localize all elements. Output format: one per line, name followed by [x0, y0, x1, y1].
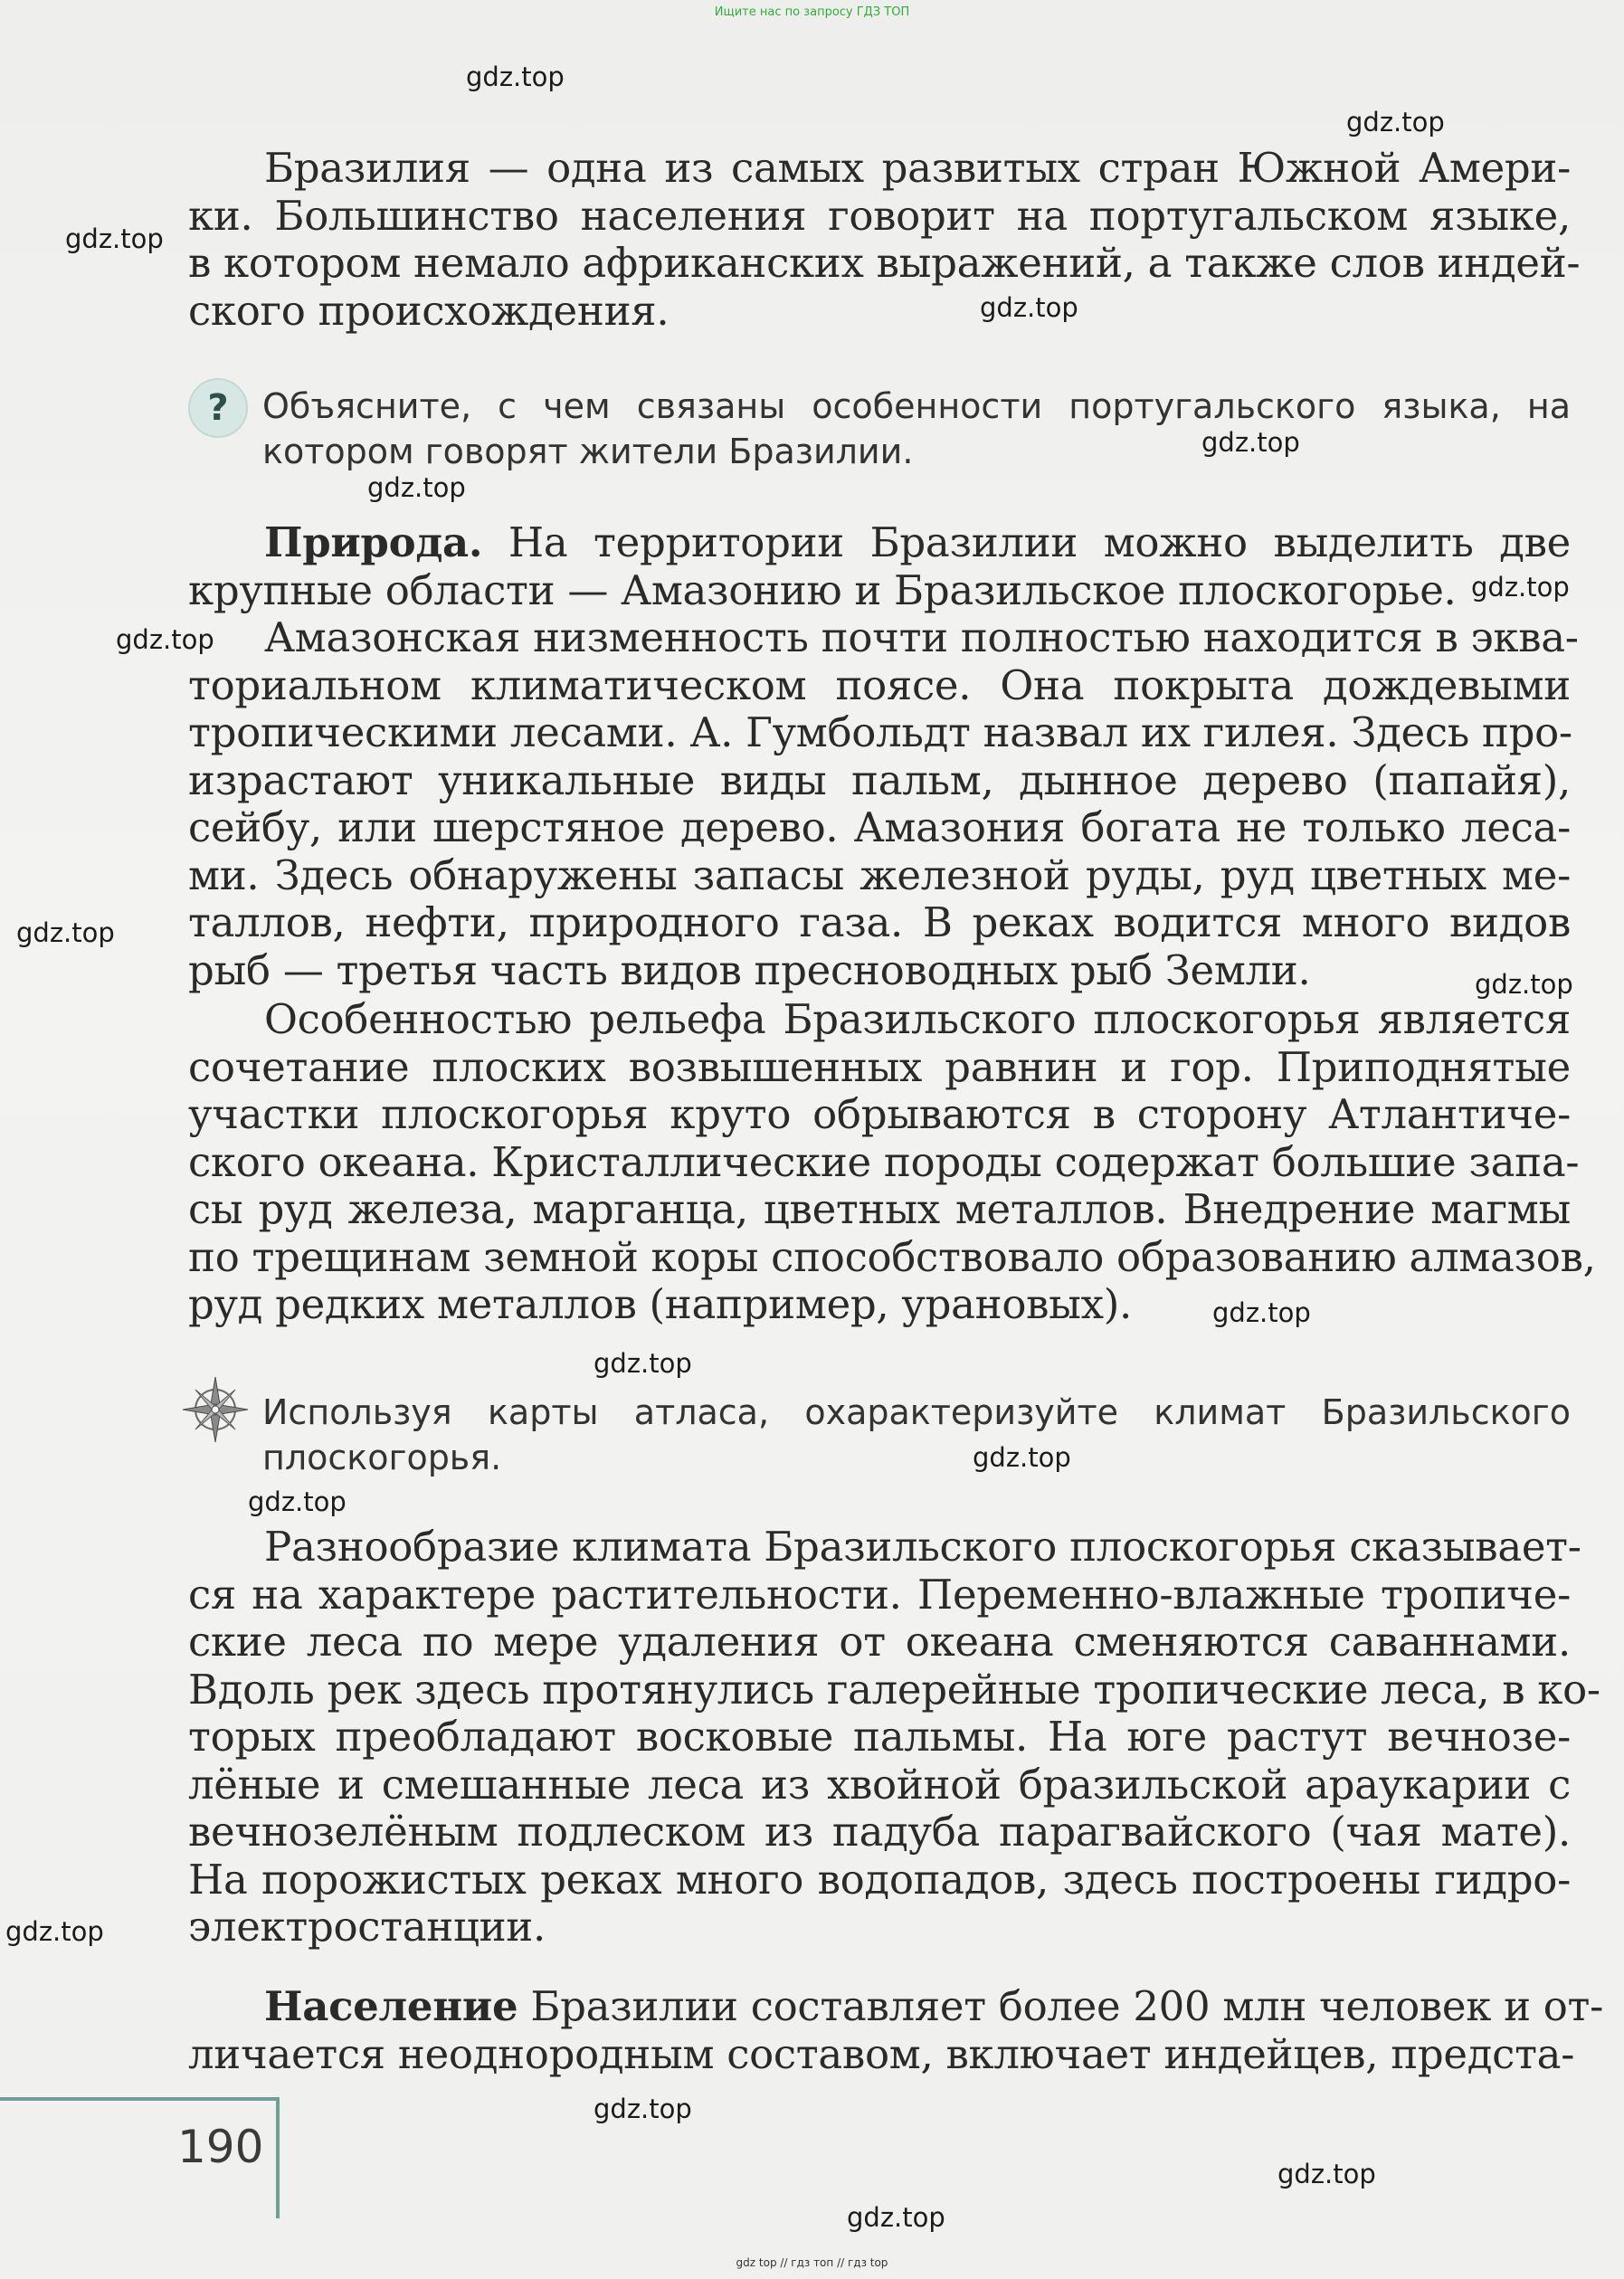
question-language — [262, 384, 1571, 474]
text-line: рыб — третья часть видов пресноводных рыб Земли. — [188, 945, 1311, 994]
watermark: gdz.top — [594, 1348, 692, 1379]
watermark: gdz.top — [16, 917, 115, 948]
question-mark-icon: ? — [188, 378, 248, 438]
paragraph-plateau-relief — [188, 995, 1596, 1329]
page-number: 190 — [177, 2121, 264, 2173]
text-line: вечнозелёным подлеском из падуба парагвайского (чая мате). — [188, 1808, 1571, 1856]
text-line: ского происхождения. — [188, 286, 670, 335]
text-line: ся на характере растительности. Переменно-влажные тропиче- — [188, 1570, 1571, 1619]
text-line: руд редких металлов (например, урановых). — [188, 1280, 1133, 1328]
task-line: плоскогорья. — [262, 1438, 502, 1477]
task-line: Используя карты атласа, охарактеризуйте климат Бразильского — [262, 1392, 1571, 1432]
watermark: gdz.top — [466, 62, 565, 92]
question-line: котором говорят жители Бразилии. — [262, 432, 914, 471]
text-line: Особенностью рельефа Бразильского плоскогорья является — [264, 995, 1571, 1043]
text-line: Вдоль рек здесь протянулись галерейные тропические леса, в ко- — [188, 1665, 1600, 1714]
text-line: ториальном климатическом поясе. Она покрыта дождевыми — [188, 660, 1571, 709]
text-line: тропическими лесами. А. Гумбольдт назвал их гилея. Здесь про- — [188, 708, 1572, 756]
watermark: gdz.top — [980, 292, 1078, 323]
text-line: по трещинам земной коры способствовало образованию алмазов, — [188, 1232, 1596, 1281]
watermark: gdz.top — [5, 1916, 104, 1947]
watermark: gdz.top — [1346, 107, 1445, 138]
paragraph-vegetation — [188, 1523, 1600, 1951]
text-line: Природа. На территории Бразилии можно выделить две — [264, 518, 1571, 566]
watermark: gdz.top — [594, 2094, 692, 2124]
paragraph-brazil-intro — [188, 144, 1581, 335]
text-line: На порожистых реках много водопадов, здесь построены гидро- — [188, 1855, 1571, 1904]
text-line: таллов, нефти, природного газа. В реках водится много видов — [188, 898, 1571, 946]
text-line: Разнообразие климата Бразильского плоскогорья сказывает- — [264, 1523, 1581, 1571]
text-line: в котором немало африканских выражений, а также слов индей- — [188, 239, 1581, 287]
watermark: gdz.top — [1475, 969, 1573, 1000]
text-line: Бразилия — одна из самых развитых стран Южной Амери- — [264, 144, 1571, 192]
section-heading-population: Население — [264, 1982, 518, 2030]
text-line: лёные и смешанные леса из хвойной бразильской араукарии с — [188, 1760, 1571, 1809]
watermark: gdz.top — [1201, 427, 1300, 458]
paragraph-amazon — [188, 613, 1579, 994]
compass-rose-icon — [181, 1375, 250, 1444]
text-line: сы руд железа, марганца, цветных металлов. Внедрение магмы — [188, 1185, 1571, 1233]
paragraph-population — [188, 1982, 1604, 2078]
watermark: gdz.top — [1212, 1297, 1311, 1328]
footer-links[interactable]: gdz top // гдз топ // гдз top — [736, 2256, 888, 2269]
text-line: Амазонская низменность почти полностью находится в эква- — [264, 613, 1579, 661]
watermark: gdz.top — [973, 1442, 1071, 1473]
text-line: сочетание плоских возвышенных равнин и гор. Приподнятые — [188, 1042, 1571, 1091]
watermark: gdz.top — [847, 2202, 945, 2233]
section-heading-nature: Природа. — [264, 518, 483, 566]
text-line: личается неоднородным составом, включает индейцев, предста- — [188, 2029, 1575, 2078]
text-line: Население Бразилии составляет более 200 млн человек и от- — [264, 1982, 1604, 2030]
text-line: участки плоскогорья круто обрываются в сторону Атлантиче- — [188, 1090, 1571, 1138]
text-line: ские леса по мере удаления от океана сменяются саваннами. — [188, 1618, 1571, 1666]
text-line: сейбу, или шерстяное дерево. Амазония богата не только леса- — [188, 803, 1571, 851]
watermark: gdz.top — [1277, 2159, 1376, 2189]
paragraph-nature — [188, 519, 1571, 614]
text-line: ми. Здесь обнаружены запасы железной руды, руд цветных ме- — [188, 850, 1571, 899]
task-climate-atlas — [262, 1390, 1571, 1480]
text-line: ки. Большинство населения говорит на португальском языке, — [188, 191, 1571, 240]
watermark: gdz.top — [248, 1486, 347, 1517]
text-line: ского океана. Кристаллические породы содержат большие запа- — [188, 1137, 1580, 1186]
top-banner[interactable]: Ищите нас по запросу ГДЗ ТОП — [714, 5, 910, 19]
text-line: электростанции. — [188, 1903, 546, 1951]
watermark: gdz.top — [1471, 572, 1570, 603]
text-line: израстают уникальные виды пальм, дынное дерево (папайя), — [188, 755, 1571, 804]
watermark: gdz.top — [116, 624, 214, 655]
question-line: Объясните, с чем связаны особенности португальского языка, на — [262, 386, 1571, 426]
text-line: крупные области — Амазонию и Бразильское плоскогорье. — [188, 565, 1457, 614]
watermark: gdz.top — [367, 472, 466, 503]
text-line: торых преобладают восковые пальмы. На юге растут вечнозе- — [188, 1713, 1571, 1761]
watermark: gdz.top — [65, 223, 164, 254]
